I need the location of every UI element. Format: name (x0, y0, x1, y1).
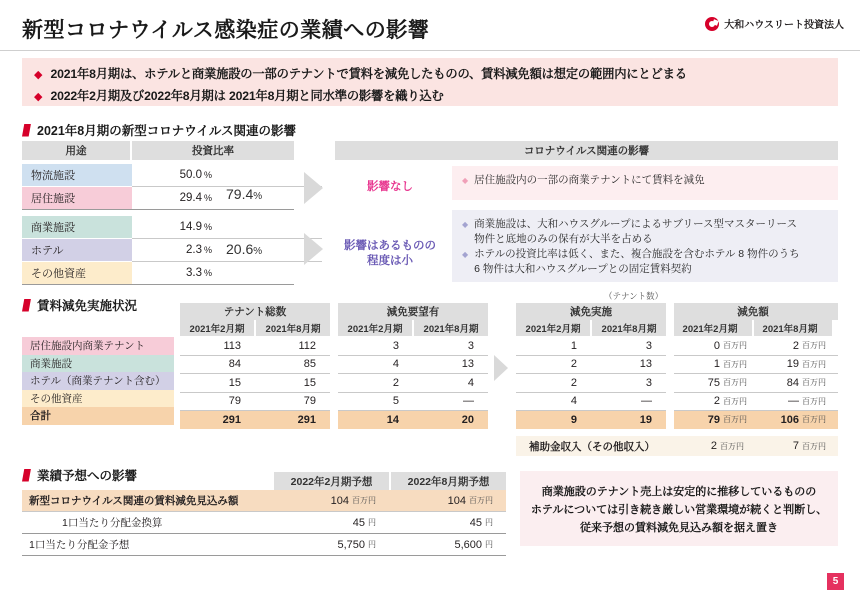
section-marker-icon (22, 124, 31, 137)
cell: 3 (645, 339, 652, 352)
section-heading-rent-reduction (22, 296, 137, 314)
amount-unit: 百万円 (802, 341, 826, 351)
group-reduction-implemented (516, 303, 666, 429)
amount-unit: 百万円 (802, 415, 826, 425)
cell: 79 (228, 395, 241, 408)
section-marker-icon (22, 299, 31, 312)
table-row (516, 356, 666, 374)
amount-unit: 百万円 (802, 396, 826, 406)
cell (753, 411, 832, 429)
table-row (180, 356, 330, 374)
cell (272, 495, 389, 507)
arrow-right-icon (494, 355, 508, 381)
amount-value: 19 (786, 358, 799, 371)
forecast-unit: 百万円 (469, 496, 493, 505)
table-row (338, 374, 488, 392)
cell: 3 (467, 339, 474, 352)
commentary-line: 従来予想の賃料減免見込み額を据え置き (580, 521, 778, 534)
period-header: 2021年2月期 (674, 320, 752, 336)
group-total-unit: % (253, 246, 263, 257)
period-header: 2021年2月期 (180, 320, 254, 336)
table-row (22, 490, 506, 511)
impact-label-small-line1: 影響はあるものの (344, 240, 436, 252)
tenant-count-note: （テナント数） (604, 291, 664, 301)
section-title: 業績予想への影響 (37, 469, 138, 483)
amount-value: 79 (707, 413, 720, 426)
cell (389, 539, 506, 551)
group-total-unit: % (253, 191, 263, 202)
impact-note-none (452, 166, 838, 200)
cell (674, 374, 753, 392)
cell (272, 517, 389, 529)
forecast-table (22, 490, 506, 556)
group-subheader (516, 320, 666, 336)
amount-value: — (788, 395, 799, 408)
amount-value: 0 (713, 339, 720, 352)
subsidy-unit: 百万円 (802, 441, 826, 451)
table-row (516, 374, 666, 392)
cell: 79 (303, 395, 316, 408)
key-message-line (34, 64, 828, 82)
forecast-unit: 百万円 (352, 496, 376, 505)
row-label: 居住施設内商業テナント (22, 337, 174, 355)
table-row-total (180, 411, 330, 429)
cell: 5 (392, 395, 399, 408)
table-row (180, 393, 330, 411)
forecast-value: 45 (469, 516, 482, 529)
ratio-unit: % (203, 268, 212, 278)
subsidy-unit: 百万円 (720, 441, 744, 451)
ratio-unit: % (203, 245, 212, 255)
amount-unit: 百万円 (723, 341, 747, 351)
key-message-line (34, 86, 828, 104)
cell: — (641, 395, 652, 408)
cell: 15 (228, 376, 241, 389)
cell: 4 (392, 358, 399, 371)
row-label: その他資産 (22, 262, 132, 284)
table-row-total (338, 411, 488, 429)
table-row (22, 512, 506, 533)
note-text-part: 物件と底地のみの保有が大半を占める (474, 233, 653, 245)
col-header-usage: 用途 (22, 141, 132, 160)
group-title: 減免額 (674, 303, 838, 320)
cell: 3 (645, 376, 652, 389)
period-header: 2021年2月期 (516, 320, 590, 336)
note-text (474, 247, 799, 277)
diamond-bullet-icon: ◆ (462, 220, 469, 229)
cell (674, 337, 753, 355)
period-header: 2021年8月期 (412, 320, 488, 336)
ratio-value: 3.3 (185, 267, 202, 279)
table-row (338, 356, 488, 374)
impact-panel-header: コロナウイルス関連の影響 (335, 141, 838, 160)
group-title: 減免実施 (516, 303, 666, 320)
period-header: 2021年8月期 (590, 320, 666, 336)
amount-unit: 百万円 (802, 359, 826, 369)
ratio-value: 29.4 (179, 192, 202, 204)
cell (389, 517, 506, 529)
row-value (132, 244, 214, 256)
commentary-line: ホテルについては引き続き厳しい営業環境が続くと判断し、 (530, 503, 828, 516)
row-value (132, 221, 214, 233)
row-label: 居住施設 (22, 187, 132, 209)
group-total-upper (226, 186, 262, 202)
group-total-value: 20.6 (226, 241, 254, 257)
key-message-text: 2021年8月期は、ホテルと商業施設の一部のテナントで賃料を減免したものの、賃料減免額は想定の範囲内にとどまる (50, 67, 687, 81)
cell: — (463, 395, 474, 408)
forecast-period-header: 2022年8月期予想 (389, 472, 506, 490)
cell: 9 (570, 413, 577, 426)
cell (753, 356, 832, 374)
cell: 4 (467, 376, 474, 389)
impact-label-none: 影響なし (367, 181, 413, 193)
table-row (22, 534, 506, 555)
amount-value: 2 (792, 339, 799, 352)
subsidy-income-row (516, 436, 838, 456)
forecast-unit: 円 (368, 540, 376, 549)
brand-logo (705, 16, 844, 31)
cell (674, 356, 753, 374)
brand-name: 大和ハウスリート投資法人 (724, 20, 844, 31)
note-text: 居住施設内の一部の商業テナントにて賃料を減免 (474, 174, 705, 186)
table-row (674, 356, 838, 374)
daiwa-house-reit-mark-icon (705, 17, 719, 31)
cell: 1 (570, 339, 577, 352)
amount-value: 84 (786, 376, 799, 389)
note-line (462, 247, 830, 277)
cell (674, 393, 753, 411)
header-divider (0, 50, 860, 51)
cell: 291 (222, 413, 241, 426)
group-title: テナント総数 (180, 303, 330, 320)
table-row (180, 337, 330, 355)
amount-value: 75 (707, 376, 720, 389)
group-title: 減免要望有 (338, 303, 488, 320)
cell: 14 (386, 413, 399, 426)
commentary-box (520, 471, 838, 546)
ratio-value: 2.3 (185, 244, 202, 256)
group-subheader (674, 320, 838, 336)
cell (753, 374, 832, 392)
note-text (474, 217, 797, 247)
amount-unit: 百万円 (802, 378, 826, 388)
amount-unit: 百万円 (723, 396, 747, 406)
section-heading-forecast-impact (22, 466, 137, 484)
note-line (462, 217, 830, 247)
key-message-text: 2022年2月期及び2022年8月期は 2021年8月期と同水準の影響を織り込む (50, 89, 444, 103)
ratio-value: 50.0 (179, 169, 202, 181)
table-header-row (22, 141, 294, 160)
cell: 113 (223, 339, 241, 352)
ratio-value: 14.9 (179, 221, 202, 233)
commentary-line: 商業施設のテナント売上は安定的に推移しているものの (541, 485, 817, 498)
table-row (674, 374, 838, 392)
forecast-value: 5,750 (337, 538, 365, 551)
arrow-right-icon (304, 172, 323, 204)
cell: 15 (303, 376, 316, 389)
table-row (22, 216, 294, 238)
group-divider (22, 284, 294, 285)
cell: 85 (303, 358, 316, 371)
ratio-unit: % (203, 193, 212, 203)
group-total-value: 79.4 (226, 186, 254, 202)
row-label: 1口当たり分配金予想 (29, 539, 130, 551)
table-row-total (516, 411, 666, 429)
table-row (180, 374, 330, 392)
forecast-period-header: 2022年2月期予想 (272, 472, 389, 490)
section-title: 賃料減免実施状況 (37, 299, 138, 313)
cell: 13 (639, 358, 652, 371)
page-number-badge: 5 (827, 573, 844, 590)
diamond-bullet-icon: ◆ (462, 176, 469, 185)
subsidy-cell (750, 440, 832, 452)
impact-label-small-line2: 程度は小 (367, 255, 413, 267)
forecast-value: 45 (352, 516, 365, 529)
note-line (462, 173, 830, 188)
forecast-value: 5,600 (454, 538, 482, 551)
period-header: 2021年8月期 (752, 320, 832, 336)
cell (674, 411, 753, 429)
amount-value: 2 (713, 395, 720, 408)
forecast-value: 104 (447, 494, 466, 507)
group-subheader (338, 320, 488, 336)
forecast-table-header (272, 472, 506, 490)
cell: 4 (570, 395, 577, 408)
table-row (338, 393, 488, 411)
rent-reduction-row-labels (22, 337, 174, 425)
group-reduction-amount (674, 303, 838, 429)
table-row (674, 393, 838, 411)
cell: 84 (228, 358, 241, 371)
amount-value: 1 (713, 358, 720, 371)
table-row (516, 337, 666, 355)
ratio-unit: % (203, 170, 212, 180)
diamond-bullet-icon: ◆ (34, 91, 43, 103)
subsidy-value: 2 (710, 440, 717, 452)
arrow-right-icon (304, 233, 323, 265)
cell: 2 (570, 358, 577, 371)
amount-value: 106 (780, 413, 799, 426)
note-text-part: ホテルの投資比率は低く、また、複合施設を含むホテル 8 物件のうち (474, 248, 800, 260)
row-label: その他資産 (22, 390, 174, 408)
subsidy-cell (668, 440, 750, 452)
cell: 3 (392, 339, 399, 352)
col-header-ratio: 投資比率 (132, 141, 294, 160)
row-label: ホテル (22, 239, 132, 261)
table-row (516, 393, 666, 411)
forecast-unit: 円 (368, 518, 376, 527)
cell: 112 (298, 339, 316, 352)
row-label: 合計 (22, 407, 174, 425)
cell: 19 (639, 413, 652, 426)
amount-unit: 百万円 (723, 359, 747, 369)
ratio-unit: % (203, 222, 212, 232)
forecast-unit: 円 (485, 518, 493, 527)
section-title: 2021年8月期の新型コロナウイルス関連の影響 (37, 124, 297, 138)
group-tenant-total (180, 303, 330, 429)
row-value (132, 169, 214, 181)
page-title: 新型コロナウイルス感染症の業績への影響 (22, 19, 430, 42)
table-row-total (674, 411, 838, 429)
row-value (132, 267, 214, 279)
note-text-part: 6 物件は大和ハウスグループとの固定賃料契約 (474, 263, 692, 275)
forecast-value: 104 (330, 494, 349, 507)
row-label: 1口当たり分配金換算 (62, 517, 163, 529)
cell: 2 (570, 376, 577, 389)
row-label: ホテル（商業テナント含む） (22, 372, 174, 390)
impact-note-small (452, 210, 838, 282)
row-value (132, 192, 214, 204)
cell: 2 (392, 376, 399, 389)
note-text-part: 商業施設は、大和ハウスグループによるサブリース型マスターリース (474, 218, 798, 230)
subsidy-label: 補助金収入（その他収入） (529, 440, 655, 453)
diamond-bullet-icon: ◆ (34, 69, 43, 81)
cell (753, 337, 832, 355)
row-label: 商業施設 (22, 355, 174, 373)
amount-unit: 百万円 (723, 415, 747, 425)
cell: 20 (461, 413, 474, 426)
covid-impact-panel (335, 141, 838, 160)
section-heading-covid-impact (22, 121, 296, 139)
group-total-lower (226, 241, 262, 257)
section-marker-icon (22, 469, 31, 482)
cell (389, 495, 506, 507)
key-message-banner (22, 58, 838, 106)
cell (753, 393, 832, 411)
period-header: 2021年8月期 (254, 320, 330, 336)
group-subheader (180, 320, 330, 336)
row-divider (22, 555, 506, 556)
row-label: 商業施設 (22, 216, 132, 238)
diamond-bullet-icon: ◆ (462, 250, 469, 259)
amount-unit: 百万円 (723, 378, 747, 388)
period-header: 2021年2月期 (338, 320, 412, 336)
row-label: 新型コロナウイルス関連の賃料減免見込み額 (29, 495, 239, 507)
cell: 13 (461, 358, 474, 371)
cell (272, 539, 389, 551)
table-row (22, 262, 294, 284)
row-label: 物流施設 (22, 164, 132, 186)
forecast-unit: 円 (485, 540, 493, 549)
group-reduction-requested (338, 303, 488, 429)
table-row (338, 337, 488, 355)
subsidy-value: 7 (792, 440, 799, 452)
investment-ratio-table (22, 141, 322, 285)
cell: 291 (297, 413, 316, 426)
table-row (674, 337, 838, 355)
table-row (22, 164, 294, 186)
